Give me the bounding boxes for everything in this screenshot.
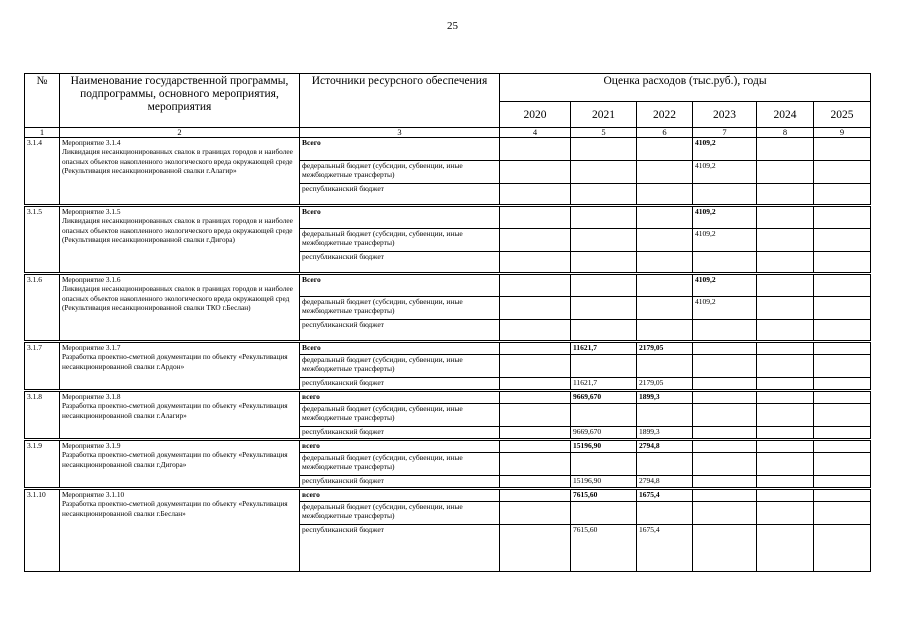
table-row: [25, 440, 871, 453]
cost-value: [637, 184, 693, 206]
header-year: 2020: [500, 102, 571, 128]
activity-description: Разработка проектно-сметной документации по объекту «Рекультивация несанкционированной свалки г.Ардон»: [62, 352, 288, 371]
cost-value: [693, 252, 757, 274]
cost-value: [500, 229, 571, 252]
cost-value: [693, 427, 757, 440]
funding-source-republic: республиканский бюджет: [300, 184, 500, 206]
activity-number: 3.1.9: [25, 440, 60, 489]
cost-value: [571, 297, 637, 320]
activity-name: [60, 274, 300, 342]
cost-value: [814, 206, 871, 229]
cost-value: 4109,2: [693, 206, 757, 229]
cost-value: [571, 184, 637, 206]
funding-source-total: Всего: [300, 342, 500, 355]
funding-source-republic: республиканский бюджет: [300, 378, 500, 391]
cost-value: [757, 391, 814, 404]
header-year: 2024: [757, 102, 814, 128]
cost-value: [757, 476, 814, 489]
table-row: [25, 206, 871, 229]
activity-name: [60, 342, 300, 391]
cost-value: 9669,670: [571, 391, 637, 404]
cost-value: 11621,7: [571, 342, 637, 355]
column-number-row: [25, 128, 871, 138]
cost-value: [571, 252, 637, 274]
activity-description: Ликвидация несанкционированных свалок в границах городов и наиболее опасных объектов накопленного экологического вреда окружающей сред (Рекультивация несанкционированной свалки ТКО г.Беслан): [62, 284, 293, 313]
cost-value: [814, 342, 871, 355]
cost-value: [814, 502, 871, 525]
cost-value: [693, 355, 757, 378]
cost-value: [500, 525, 571, 572]
cost-value: 1675,4: [637, 489, 693, 502]
cost-value: 2794,8: [637, 476, 693, 489]
table-row: [25, 391, 871, 404]
cost-value: 9669,670: [571, 427, 637, 440]
cost-value: [500, 404, 571, 427]
activity-number: 3.1.7: [25, 342, 60, 391]
table-row: [25, 274, 871, 297]
cost-value: [757, 502, 814, 525]
cost-value: [814, 476, 871, 489]
cost-value: [757, 355, 814, 378]
cost-value: [500, 184, 571, 206]
cost-value: [757, 206, 814, 229]
cost-value: [500, 161, 571, 184]
cost-value: [500, 138, 571, 161]
cost-value: [637, 404, 693, 427]
activity-description: Разработка проектно-сметной документации по объекту «Рекультивация несанкционированной свалки г.Алагир»: [62, 401, 288, 420]
funding-source-total: всего: [300, 391, 500, 404]
cost-value: [500, 320, 571, 342]
cost-value: [814, 320, 871, 342]
column-number: 2: [60, 128, 300, 138]
table-body: [25, 138, 871, 572]
cost-value: 4109,2: [693, 138, 757, 161]
cost-value: [814, 274, 871, 297]
activity-name: [60, 138, 300, 206]
activity-description: Ликвидация несанкционированных свалок в границах городов и наиболее опасных объектов накопленного экологического вреда окружающей среде (Рекультивация несанкционированной свалки г.Дигора): [62, 216, 293, 245]
cost-value: [693, 342, 757, 355]
cost-value: [571, 320, 637, 342]
header-number: №: [25, 74, 60, 128]
cost-value: [757, 161, 814, 184]
cost-value: [500, 274, 571, 297]
cost-value: [757, 378, 814, 391]
cost-value: [757, 274, 814, 297]
cost-value: [757, 252, 814, 274]
cost-value: 1899,3: [637, 427, 693, 440]
activity-description: Разработка проектно-сметной документации по объекту «Рекультивация несанкционированной свалки г.Беслан»: [62, 499, 288, 518]
header-year: 2023: [693, 102, 757, 128]
cost-value: [500, 427, 571, 440]
funding-source-republic: республиканский бюджет: [300, 252, 500, 274]
activity-title: Мероприятие 3.1.9: [62, 441, 121, 450]
cost-value: [637, 453, 693, 476]
cost-value: [500, 476, 571, 489]
cost-value: 2179,05: [637, 378, 693, 391]
cost-value: [500, 489, 571, 502]
cost-value: [814, 378, 871, 391]
funding-source-total: Всего: [300, 206, 500, 229]
header-year: 2022: [637, 102, 693, 128]
cost-value: [500, 252, 571, 274]
column-number: 1: [25, 128, 60, 138]
cost-value: [693, 453, 757, 476]
cost-value: [814, 453, 871, 476]
funding-source-federal: федеральный бюджет (субсидии, субвенции, иные межбюджетные трансферты): [300, 404, 500, 427]
cost-value: [693, 320, 757, 342]
cost-value: 2794,8: [637, 440, 693, 453]
cost-value: [637, 229, 693, 252]
activity-title: Мероприятие 3.1.7: [62, 343, 121, 352]
column-number: 4: [500, 128, 571, 138]
cost-value: [637, 274, 693, 297]
cost-value: [814, 229, 871, 252]
funding-source-total: всего: [300, 489, 500, 502]
cost-value: [814, 355, 871, 378]
funding-source-total: Всего: [300, 274, 500, 297]
activity-number: 3.1.5: [25, 206, 60, 274]
cost-value: [500, 355, 571, 378]
cost-value: [571, 274, 637, 297]
cost-value: [571, 206, 637, 229]
cost-value: [571, 229, 637, 252]
cost-value: 4109,2: [693, 297, 757, 320]
funding-source-federal: федеральный бюджет (субсидии, субвенции, иные межбюджетные трансферты): [300, 502, 500, 525]
cost-value: 4109,2: [693, 229, 757, 252]
cost-value: [814, 297, 871, 320]
funding-source-federal: федеральный бюджет (субсидии, субвенции, иные межбюджетные трансферты): [300, 229, 500, 252]
cost-value: 1899,3: [637, 391, 693, 404]
cost-value: [571, 161, 637, 184]
cost-value: [814, 138, 871, 161]
cost-value: [500, 378, 571, 391]
cost-value: [757, 489, 814, 502]
cost-value: [693, 502, 757, 525]
header-program-name: Наименование государственной программы, подпрограммы, основного мероприятия, мероприятия: [60, 74, 300, 128]
column-number: 3: [300, 128, 500, 138]
cost-value: [693, 525, 757, 572]
cost-value: [500, 502, 571, 525]
table-row: [25, 342, 871, 355]
column-number: 7: [693, 128, 757, 138]
activity-title: Мероприятие 3.1.5: [62, 207, 121, 216]
cost-value: [814, 161, 871, 184]
header-funding-source: Источники ресурсного обеспечения: [300, 74, 500, 128]
cost-value: [757, 404, 814, 427]
cost-value: [757, 453, 814, 476]
funding-source-republic: республиканский бюджет: [300, 476, 500, 489]
column-number: 6: [637, 128, 693, 138]
cost-value: [500, 297, 571, 320]
cost-value: [500, 342, 571, 355]
cost-value: 4109,2: [693, 274, 757, 297]
cost-value: [500, 453, 571, 476]
funding-source-republic: республиканский бюджет: [300, 427, 500, 440]
header-year: 2025: [814, 102, 871, 128]
activity-title: Мероприятие 3.1.6: [62, 275, 121, 284]
cost-value: [757, 138, 814, 161]
activity-number: 3.1.8: [25, 391, 60, 440]
table-row: [25, 489, 871, 502]
cost-value: [500, 391, 571, 404]
cost-value: [637, 252, 693, 274]
funding-source-total: Всего: [300, 138, 500, 161]
cost-value: [757, 229, 814, 252]
cost-value: [693, 440, 757, 453]
cost-value: [814, 391, 871, 404]
cost-value: [814, 252, 871, 274]
activity-number: 3.1.4: [25, 138, 60, 206]
cost-value: [757, 184, 814, 206]
cost-value: [757, 320, 814, 342]
activity-title: Мероприятие 3.1.4: [62, 138, 121, 147]
column-number: 8: [757, 128, 814, 138]
header-year: 2021: [571, 102, 637, 128]
cost-value: [693, 391, 757, 404]
cost-value: [693, 476, 757, 489]
funding-source-federal: федеральный бюджет (субсидии, субвенции, иные межбюджетные трансферты): [300, 453, 500, 476]
activity-number: 3.1.6: [25, 274, 60, 342]
cost-value: [571, 453, 637, 476]
cost-value: 7615,60: [571, 525, 637, 572]
cost-value: [757, 427, 814, 440]
cost-value: [814, 427, 871, 440]
cost-value: [637, 502, 693, 525]
cost-value: [571, 502, 637, 525]
cost-value: 15196,90: [571, 440, 637, 453]
cost-value: 15196,90: [571, 476, 637, 489]
cost-value: [637, 355, 693, 378]
activity-title: Мероприятие 3.1.8: [62, 392, 121, 401]
cost-value: [637, 138, 693, 161]
activity-name: [60, 489, 300, 572]
cost-value: [500, 206, 571, 229]
cost-value: [757, 525, 814, 572]
activity-description: Ликвидация несанкционированных свалок в границах городов и наиболее опасных объектов накопленного экологического вреда окружающей среде (Рекультивация несанкционированной свалки г.Алагир»: [62, 147, 293, 176]
header-cost-estimate: Оценка расходов (тыс.руб.), годы: [500, 74, 871, 102]
cost-value: 2179,05: [637, 342, 693, 355]
cost-value: 7615,60: [571, 489, 637, 502]
funding-source-total: всего: [300, 440, 500, 453]
activity-name: [60, 206, 300, 274]
cost-value: [814, 489, 871, 502]
cost-value: [637, 161, 693, 184]
cost-value: [693, 489, 757, 502]
cost-value: [814, 440, 871, 453]
page-number: 25: [447, 20, 458, 32]
cost-value: [571, 355, 637, 378]
cost-value: [757, 297, 814, 320]
cost-value: [757, 342, 814, 355]
activity-name: [60, 440, 300, 489]
cost-value: [693, 184, 757, 206]
activity-name: [60, 391, 300, 440]
column-number: 5: [571, 128, 637, 138]
cost-value: 4109,2: [693, 161, 757, 184]
activity-number: 3.1.10: [25, 489, 60, 572]
cost-value: [693, 404, 757, 427]
cost-value: [571, 404, 637, 427]
funding-source-federal: федеральный бюджет (субсидии, субвенции, иные межбюджетные трансферты): [300, 297, 500, 320]
activity-description: Разработка проектно-сметной документации по объекту «Рекультивация несанкционированной свалки г.Дигора»: [62, 450, 288, 469]
cost-value: [637, 206, 693, 229]
funding-source-federal: федеральный бюджет (субсидии, субвенции, иные межбюджетные трансферты): [300, 161, 500, 184]
table-row: [25, 138, 871, 161]
cost-value: 1675,4: [637, 525, 693, 572]
funding-source-republic: республиканский бюджет: [300, 320, 500, 342]
cost-value: [814, 184, 871, 206]
column-number: 9: [814, 128, 871, 138]
cost-value: [693, 378, 757, 391]
cost-value: [637, 320, 693, 342]
expenditure-table: [24, 73, 871, 572]
cost-value: [814, 525, 871, 572]
cost-value: [814, 404, 871, 427]
cost-value: [500, 440, 571, 453]
funding-source-republic: республиканский бюджет: [300, 525, 500, 572]
cost-value: [757, 440, 814, 453]
cost-value: 11621,7: [571, 378, 637, 391]
activity-title: Мероприятие 3.1.10: [62, 490, 125, 499]
cost-value: [571, 138, 637, 161]
funding-source-federal: федеральный бюджет (субсидии, субвенции, иные межбюджетные трансферты): [300, 355, 500, 378]
cost-value: [637, 297, 693, 320]
